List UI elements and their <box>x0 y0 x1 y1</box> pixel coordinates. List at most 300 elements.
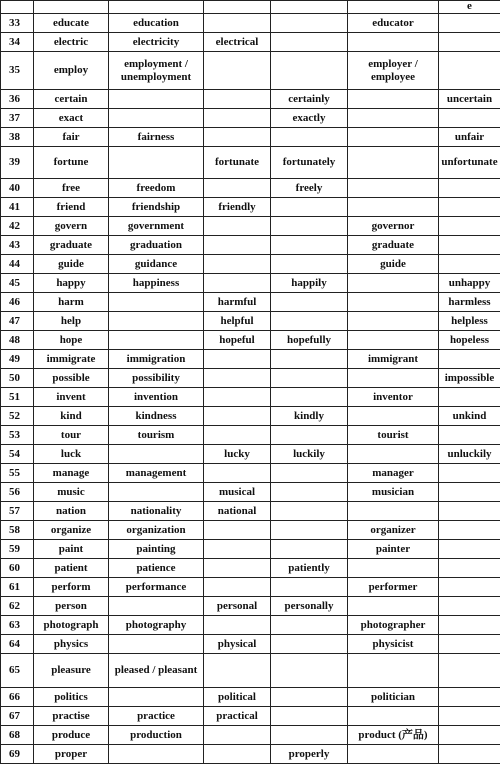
cell-noun: practice <box>109 707 204 726</box>
cell-antonym <box>439 521 500 540</box>
cell-noun: photography <box>109 616 204 635</box>
cell-adverb <box>271 350 348 369</box>
cell-base-word: photograph <box>34 616 109 635</box>
cell-noun <box>109 293 204 312</box>
cell-adjective <box>204 426 271 445</box>
cell-adjective <box>204 559 271 578</box>
cell-base-word: fortune <box>34 147 109 179</box>
cell-adverb: hopefully <box>271 331 348 350</box>
table-row <box>1 52 500 90</box>
cell-person: governor <box>348 217 439 236</box>
cell-adverb <box>271 33 348 52</box>
cell-person <box>348 179 439 198</box>
cell-antonym: unkind <box>439 407 500 426</box>
cell-noun <box>109 745 204 764</box>
table-row <box>1 654 500 688</box>
cell-noun <box>109 1 204 14</box>
cell-adjective <box>204 179 271 198</box>
cell-number: 67 <box>1 707 34 726</box>
cell-noun: friendship <box>109 198 204 217</box>
cell-number: 39 <box>1 147 34 179</box>
cell-base-word: person <box>34 597 109 616</box>
cell-antonym: harmless <box>439 293 500 312</box>
cell-person <box>348 559 439 578</box>
table-row <box>1 217 500 236</box>
cell-person: organizer <box>348 521 439 540</box>
cell-person <box>348 707 439 726</box>
cell-person <box>348 597 439 616</box>
cell-adjective <box>204 407 271 426</box>
cell-adjective: physical <box>204 635 271 654</box>
cell-person: tourist <box>348 426 439 445</box>
cell-number: 49 <box>1 350 34 369</box>
cell-adjective <box>204 128 271 147</box>
cell-number: 57 <box>1 502 34 521</box>
table-row <box>1 540 500 559</box>
cell-base-word: invent <box>34 388 109 407</box>
cell-number <box>1 1 34 14</box>
table-row <box>1 597 500 616</box>
cell-person <box>348 331 439 350</box>
cell-base-word: help <box>34 312 109 331</box>
cell-antonym <box>439 236 500 255</box>
cell-number: 56 <box>1 483 34 502</box>
cell-base-word: pleasure <box>34 654 109 688</box>
table-row <box>1 236 500 255</box>
cell-base-word: nation <box>34 502 109 521</box>
table-row <box>1 128 500 147</box>
cell-number: 48 <box>1 331 34 350</box>
table-row <box>1 521 500 540</box>
table-row <box>1 274 500 293</box>
cell-base-word: proper <box>34 745 109 764</box>
cell-adverb <box>271 52 348 90</box>
cell-antonym <box>439 540 500 559</box>
cell-person <box>348 1 439 14</box>
cell-noun: immigration <box>109 350 204 369</box>
cell-adjective <box>204 350 271 369</box>
cell-base-word: tour <box>34 426 109 445</box>
cell-adverb <box>271 578 348 597</box>
cell-antonym <box>439 688 500 707</box>
cell-adverb <box>271 483 348 502</box>
cell-adjective <box>204 236 271 255</box>
cell-adverb <box>271 128 348 147</box>
cell-person <box>348 445 439 464</box>
cell-base-word: music <box>34 483 109 502</box>
cell-adverb: patiently <box>271 559 348 578</box>
cell-noun: tourism <box>109 426 204 445</box>
cell-adverb <box>271 726 348 745</box>
cell-noun: nationality <box>109 502 204 521</box>
cell-noun <box>109 109 204 128</box>
cell-base-word: hope <box>34 331 109 350</box>
cell-person: employer / employee <box>348 52 439 90</box>
table-body <box>1 1 500 764</box>
cell-base-word: politics <box>34 688 109 707</box>
cell-adjective: lucky <box>204 445 271 464</box>
cell-base-word: graduate <box>34 236 109 255</box>
cell-number: 59 <box>1 540 34 559</box>
cell-antonym <box>439 179 500 198</box>
cell-noun: guidance <box>109 255 204 274</box>
cell-antonym <box>439 745 500 764</box>
cell-person <box>348 109 439 128</box>
table-row <box>1 445 500 464</box>
cell-base-word: employ <box>34 52 109 90</box>
cell-noun: happiness <box>109 274 204 293</box>
cell-adjective <box>204 464 271 483</box>
cell-base-word: harm <box>34 293 109 312</box>
table-row <box>1 109 500 128</box>
table-header-fragment-row <box>1 1 500 14</box>
cell-person <box>348 312 439 331</box>
cell-adjective <box>204 1 271 14</box>
cell-number: 33 <box>1 14 34 33</box>
table-row <box>1 33 500 52</box>
cell-base-word: practise <box>34 707 109 726</box>
cell-base-word: manage <box>34 464 109 483</box>
cell-antonym: unluckily <box>439 445 500 464</box>
table-row <box>1 635 500 654</box>
cell-antonym: e <box>439 1 500 14</box>
table-row <box>1 407 500 426</box>
cell-base-word: possible <box>34 369 109 388</box>
cell-noun: painting <box>109 540 204 559</box>
table-row <box>1 14 500 33</box>
cell-person: photographer <box>348 616 439 635</box>
cell-number: 66 <box>1 688 34 707</box>
table-row <box>1 464 500 483</box>
cell-adjective: practical <box>204 707 271 726</box>
cell-base-word: exact <box>34 109 109 128</box>
cell-noun <box>109 635 204 654</box>
cell-person <box>348 147 439 179</box>
cell-antonym <box>439 426 500 445</box>
cell-adverb: certainly <box>271 90 348 109</box>
cell-adverb: luckily <box>271 445 348 464</box>
cell-antonym: helpless <box>439 312 500 331</box>
cell-antonym <box>439 33 500 52</box>
cell-number: 51 <box>1 388 34 407</box>
cell-base-word: produce <box>34 726 109 745</box>
cell-base-word <box>34 1 109 14</box>
cell-base-word: fair <box>34 128 109 147</box>
table-row <box>1 616 500 635</box>
cell-number: 38 <box>1 128 34 147</box>
table-row <box>1 578 500 597</box>
cell-adjective: harmful <box>204 293 271 312</box>
table-row <box>1 293 500 312</box>
cell-number: 47 <box>1 312 34 331</box>
cell-noun: education <box>109 14 204 33</box>
cell-antonym: hopeless <box>439 331 500 350</box>
cell-adjective <box>204 578 271 597</box>
cell-noun: pleased / pleasant <box>109 654 204 688</box>
cell-adjective <box>204 540 271 559</box>
cell-person: immigrant <box>348 350 439 369</box>
cell-base-word: immigrate <box>34 350 109 369</box>
cell-adverb <box>271 540 348 559</box>
cell-antonym <box>439 52 500 90</box>
cell-number: 44 <box>1 255 34 274</box>
cell-adjective: personal <box>204 597 271 616</box>
cell-antonym: unfair <box>439 128 500 147</box>
cell-antonym: unfortunate <box>439 147 500 179</box>
cell-noun <box>109 597 204 616</box>
cell-adverb: personally <box>271 597 348 616</box>
cell-number: 45 <box>1 274 34 293</box>
cell-adverb <box>271 14 348 33</box>
cell-number: 65 <box>1 654 34 688</box>
cell-adverb: happily <box>271 274 348 293</box>
table-row <box>1 312 500 331</box>
cell-base-word: govern <box>34 217 109 236</box>
table-row <box>1 350 500 369</box>
cell-adjective: political <box>204 688 271 707</box>
cell-number: 62 <box>1 597 34 616</box>
cell-antonym <box>439 502 500 521</box>
table-row <box>1 707 500 726</box>
cell-antonym <box>439 217 500 236</box>
cell-person: painter <box>348 540 439 559</box>
cell-base-word: luck <box>34 445 109 464</box>
cell-adjective: national <box>204 502 271 521</box>
cell-noun <box>109 483 204 502</box>
cell-number: 35 <box>1 52 34 90</box>
cell-number: 64 <box>1 635 34 654</box>
cell-noun <box>109 147 204 179</box>
cell-adjective: friendly <box>204 198 271 217</box>
cell-adjective <box>204 521 271 540</box>
cell-adverb <box>271 312 348 331</box>
cell-adverb: exactly <box>271 109 348 128</box>
table-row <box>1 388 500 407</box>
cell-noun: organization <box>109 521 204 540</box>
cell-number: 36 <box>1 90 34 109</box>
cell-number: 43 <box>1 236 34 255</box>
cell-number: 42 <box>1 217 34 236</box>
cell-antonym <box>439 654 500 688</box>
cell-adjective: electrical <box>204 33 271 52</box>
cell-antonym <box>439 109 500 128</box>
cell-adjective <box>204 726 271 745</box>
cell-number: 40 <box>1 179 34 198</box>
cell-noun: management <box>109 464 204 483</box>
cell-base-word: organize <box>34 521 109 540</box>
table-row <box>1 198 500 217</box>
cell-person: graduate <box>348 236 439 255</box>
cell-person <box>348 128 439 147</box>
cell-noun: freedom <box>109 179 204 198</box>
cell-base-word: kind <box>34 407 109 426</box>
cell-antonym <box>439 255 500 274</box>
table-row <box>1 179 500 198</box>
table-row <box>1 255 500 274</box>
table-row <box>1 745 500 764</box>
cell-antonym <box>439 578 500 597</box>
cell-antonym <box>439 350 500 369</box>
cell-adverb <box>271 521 348 540</box>
cell-adjective: fortunate <box>204 147 271 179</box>
cell-noun <box>109 445 204 464</box>
cell-antonym <box>439 464 500 483</box>
cell-person <box>348 369 439 388</box>
table-row <box>1 502 500 521</box>
cell-antonym: unhappy <box>439 274 500 293</box>
table-row <box>1 426 500 445</box>
cell-person <box>348 654 439 688</box>
cell-number: 68 <box>1 726 34 745</box>
cell-antonym <box>439 707 500 726</box>
cell-number: 34 <box>1 33 34 52</box>
cell-antonym <box>439 597 500 616</box>
cell-adverb <box>271 255 348 274</box>
cell-adjective <box>204 52 271 90</box>
cell-adverb <box>271 707 348 726</box>
cell-base-word: physics <box>34 635 109 654</box>
cell-noun: invention <box>109 388 204 407</box>
cell-adjective <box>204 90 271 109</box>
cell-antonym <box>439 616 500 635</box>
cell-adverb: properly <box>271 745 348 764</box>
cell-adjective <box>204 274 271 293</box>
cell-adverb <box>271 198 348 217</box>
cell-number: 50 <box>1 369 34 388</box>
cell-noun <box>109 312 204 331</box>
cell-person <box>348 745 439 764</box>
cell-adjective <box>204 369 271 388</box>
cell-adjective <box>204 14 271 33</box>
cell-noun <box>109 331 204 350</box>
cell-number: 69 <box>1 745 34 764</box>
cell-person: guide <box>348 255 439 274</box>
cell-noun: fairness <box>109 128 204 147</box>
table-row <box>1 559 500 578</box>
cell-base-word: friend <box>34 198 109 217</box>
cell-antonym <box>439 635 500 654</box>
cell-number: 37 <box>1 109 34 128</box>
cell-base-word: patient <box>34 559 109 578</box>
cell-antonym <box>439 726 500 745</box>
cell-noun <box>109 90 204 109</box>
cell-base-word: certain <box>34 90 109 109</box>
cell-adjective: helpful <box>204 312 271 331</box>
cell-noun <box>109 688 204 707</box>
cell-base-word: happy <box>34 274 109 293</box>
cell-adverb <box>271 1 348 14</box>
table-row <box>1 90 500 109</box>
cell-adjective <box>204 616 271 635</box>
cell-base-word: perform <box>34 578 109 597</box>
cell-number: 41 <box>1 198 34 217</box>
table-row <box>1 483 500 502</box>
cell-number: 46 <box>1 293 34 312</box>
cell-adjective <box>204 255 271 274</box>
cell-adjective <box>204 388 271 407</box>
cell-person: physicist <box>348 635 439 654</box>
cell-number: 53 <box>1 426 34 445</box>
cell-noun: electricity <box>109 33 204 52</box>
table-row <box>1 688 500 707</box>
table-row <box>1 147 500 179</box>
cell-adjective <box>204 745 271 764</box>
cell-person: product (产品) <box>348 726 439 745</box>
cell-number: 61 <box>1 578 34 597</box>
cell-base-word: educate <box>34 14 109 33</box>
cell-person: educator <box>348 14 439 33</box>
cell-adverb: freely <box>271 179 348 198</box>
cell-adjective <box>204 109 271 128</box>
table-row <box>1 369 500 388</box>
cell-antonym: uncertain <box>439 90 500 109</box>
cell-adjective: musical <box>204 483 271 502</box>
cell-noun: government <box>109 217 204 236</box>
cell-noun: production <box>109 726 204 745</box>
cell-antonym <box>439 483 500 502</box>
cell-number: 63 <box>1 616 34 635</box>
cell-adverb <box>271 369 348 388</box>
cell-adverb <box>271 635 348 654</box>
cell-adverb <box>271 654 348 688</box>
cell-person <box>348 293 439 312</box>
cell-number: 60 <box>1 559 34 578</box>
cell-antonym <box>439 559 500 578</box>
cell-person: politician <box>348 688 439 707</box>
cell-base-word: free <box>34 179 109 198</box>
table-row <box>1 331 500 350</box>
cell-person <box>348 407 439 426</box>
cell-person <box>348 90 439 109</box>
cell-person: musician <box>348 483 439 502</box>
cell-person: performer <box>348 578 439 597</box>
cell-base-word: electric <box>34 33 109 52</box>
cell-noun: patience <box>109 559 204 578</box>
cell-noun: performance <box>109 578 204 597</box>
cell-number: 52 <box>1 407 34 426</box>
cell-antonym <box>439 198 500 217</box>
cell-adverb <box>271 388 348 407</box>
cell-antonym: impossible <box>439 369 500 388</box>
cell-person <box>348 274 439 293</box>
cell-number: 54 <box>1 445 34 464</box>
cell-base-word: paint <box>34 540 109 559</box>
cell-adjective: hopeful <box>204 331 271 350</box>
cell-adverb <box>271 293 348 312</box>
cell-adverb <box>271 217 348 236</box>
cell-number: 55 <box>1 464 34 483</box>
cell-adverb <box>271 426 348 445</box>
cell-person <box>348 198 439 217</box>
cell-adjective <box>204 654 271 688</box>
cell-noun: kindness <box>109 407 204 426</box>
cell-adverb <box>271 236 348 255</box>
cell-adverb: fortunately <box>271 147 348 179</box>
cell-person: manager <box>348 464 439 483</box>
cell-noun: graduation <box>109 236 204 255</box>
cell-base-word: guide <box>34 255 109 274</box>
cell-noun: possibility <box>109 369 204 388</box>
cell-person: inventor <box>348 388 439 407</box>
cell-adverb <box>271 688 348 707</box>
cell-adverb <box>271 616 348 635</box>
cell-number: 58 <box>1 521 34 540</box>
cell-noun: employment / unemployment <box>109 52 204 90</box>
cell-antonym <box>439 388 500 407</box>
cell-person <box>348 33 439 52</box>
cell-adjective <box>204 217 271 236</box>
cell-adverb <box>271 502 348 521</box>
